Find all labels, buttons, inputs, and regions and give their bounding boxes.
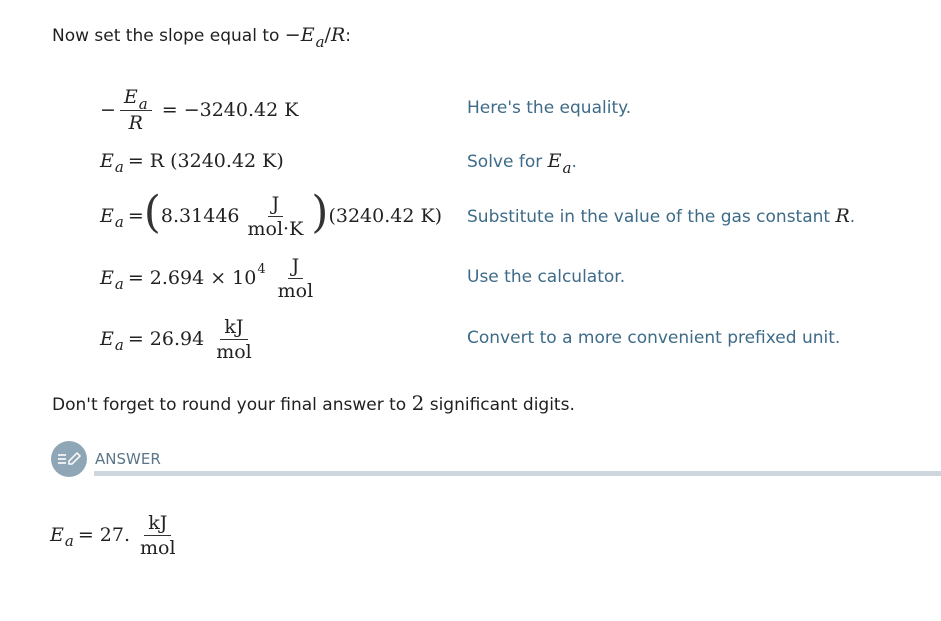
step-3-sub: a xyxy=(114,213,124,231)
step-5-sub: a xyxy=(114,336,124,354)
step-3-hint-text: Substitute in the value of the gas constant xyxy=(467,207,836,227)
step-2-sub: a xyxy=(114,158,124,176)
pencil-lines-icon xyxy=(56,451,82,467)
step-4-exponent: 4 xyxy=(257,261,266,277)
step-1-hint: Here's the equality. xyxy=(467,98,632,118)
intro-colon: : xyxy=(345,26,351,46)
step-2-hint xyxy=(467,150,577,177)
step-3-E: E xyxy=(100,205,114,227)
step-1-fraction xyxy=(120,87,152,133)
step-2-hint-E: E xyxy=(547,150,562,172)
step-1-E: E xyxy=(123,86,138,108)
step-3-frac-num: J xyxy=(268,194,284,217)
step-3-fraction xyxy=(244,194,308,239)
round-note-before: Don't forget to round your final answer to xyxy=(52,395,412,415)
step-5-frac-num: kJ xyxy=(220,317,247,340)
answer-frac-num: kJ xyxy=(144,513,171,536)
intro-slash: / xyxy=(324,24,331,46)
answer-label: ANSWER xyxy=(95,450,161,468)
step-5-E: E xyxy=(100,328,114,350)
step-5-fraction xyxy=(212,317,256,362)
step-3-frac-den: mol·K xyxy=(247,217,304,240)
step-3-equals: = xyxy=(127,205,144,227)
step-4-E: E xyxy=(100,267,114,289)
step-4-frac-num: J xyxy=(288,256,304,279)
answer-rhs: = 27. xyxy=(77,524,131,546)
step-4-hint: Use the calculator. xyxy=(467,267,626,287)
step-3-value: 8.31446 xyxy=(160,205,240,227)
answer-E: E xyxy=(50,524,64,546)
step-2-hint-text: Solve for xyxy=(467,152,548,172)
round-note-digits: 2 xyxy=(411,391,425,415)
step-3-close-paren: ) xyxy=(311,187,329,238)
step-1-sub: a xyxy=(138,95,148,113)
answer-badge xyxy=(51,441,87,477)
intro-R: R xyxy=(330,24,346,46)
answer-fraction xyxy=(136,513,180,558)
step-1-rhs: = −3240.42 K xyxy=(161,99,299,121)
step-3-equation xyxy=(100,188,442,244)
step-2-hint-end: . xyxy=(571,152,577,172)
step-1-equation xyxy=(100,80,298,140)
step-4-equation xyxy=(100,250,321,306)
intro-sub-a: a xyxy=(315,33,325,51)
intro-minus: − xyxy=(284,24,301,46)
step-5-hint: Convert to a more convenient prefixed unit. xyxy=(467,328,841,348)
round-note-after: significant digits. xyxy=(424,395,575,415)
step-5-equation xyxy=(100,311,260,367)
step-3-hint-R: R xyxy=(835,205,850,227)
step-3-hint xyxy=(467,205,855,227)
step-1-minus: − xyxy=(100,99,116,121)
step-3-tail: (3240.42 K) xyxy=(328,205,443,227)
step-5-rhs: = 26.94 xyxy=(127,328,205,350)
step-4-fraction xyxy=(274,256,318,301)
step-4-rhs: = 2.694 × 10 xyxy=(127,267,257,289)
answer-frac-den: mol xyxy=(140,536,176,559)
answer-sub: a xyxy=(64,532,74,550)
step-4-sub: a xyxy=(114,275,124,293)
intro-line xyxy=(52,24,351,51)
step-2-equation xyxy=(100,146,284,176)
intro-text: Now set the slope equal to xyxy=(52,26,285,46)
step-2-rhs: = R (3240.42 K) xyxy=(127,150,284,172)
round-note xyxy=(52,391,575,415)
intro-E: E xyxy=(300,24,315,46)
answer-divider xyxy=(94,471,941,476)
step-5-frac-den: mol xyxy=(216,340,252,363)
step-4-frac-den: mol xyxy=(277,279,314,302)
answer-equation xyxy=(50,506,184,564)
step-2-hint-sub: a xyxy=(562,159,572,177)
step-3-open-paren: ( xyxy=(143,187,161,238)
step-3-hint-end: . xyxy=(849,207,856,227)
step-1-R: R xyxy=(128,112,143,134)
step-2-E: E xyxy=(100,150,114,172)
